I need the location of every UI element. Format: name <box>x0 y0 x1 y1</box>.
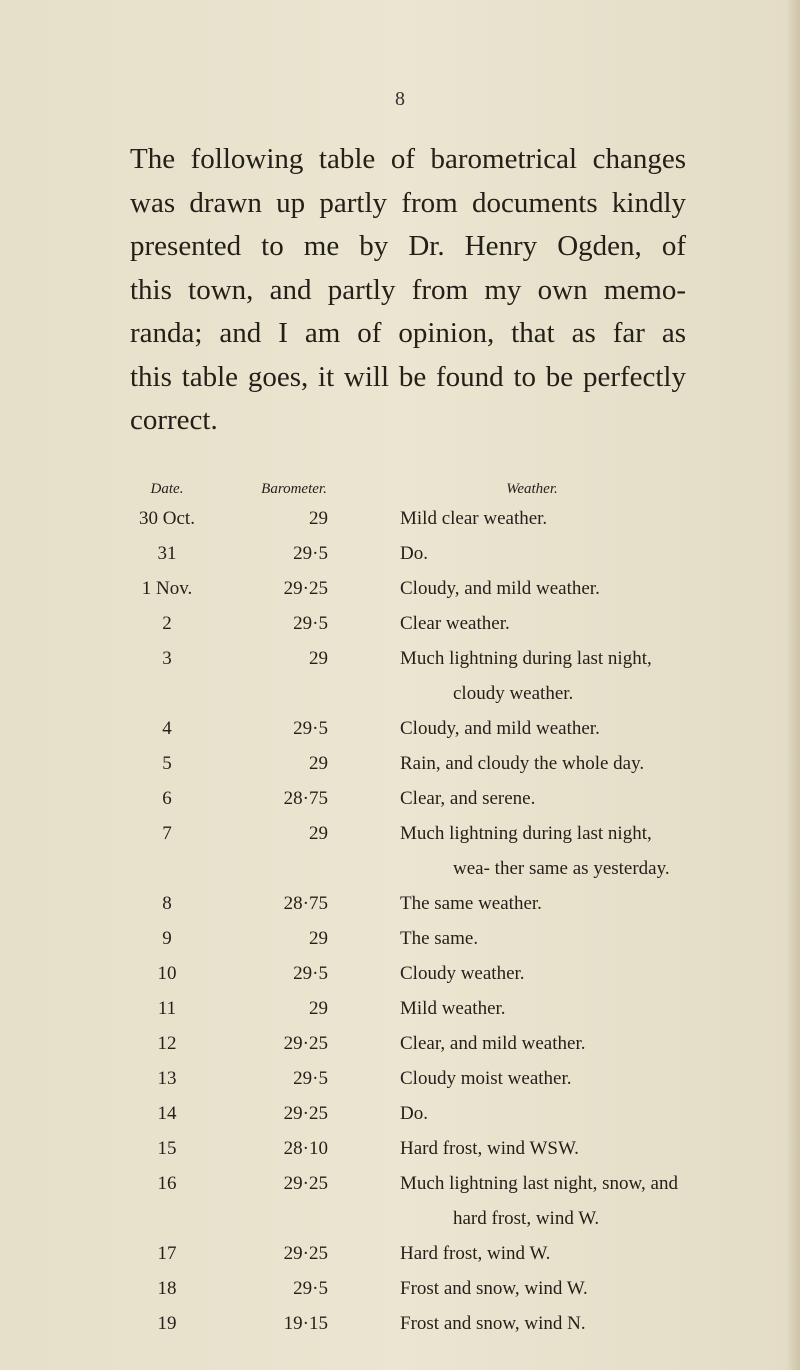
cell-weather: Do. <box>400 543 428 564</box>
cell-date: 9 <box>162 928 172 949</box>
cell-date: 16 <box>157 1173 177 1194</box>
cell-barometer: 28·10 <box>283 1138 328 1159</box>
cell-barometer: 29·5 <box>293 1068 328 1089</box>
cell-barometer: 29·25 <box>283 1103 328 1124</box>
header-barometer: Barometer. <box>261 481 327 497</box>
cell-weather: Hard frost, wind W. <box>400 1243 551 1264</box>
cell-barometer: 28·75 <box>283 893 328 914</box>
page-edge-shadow <box>786 0 800 1370</box>
cell-barometer: 29·5 <box>293 613 328 634</box>
table-row <box>128 1061 688 1096</box>
table-row <box>128 571 688 606</box>
cell-barometer: 29·25 <box>283 1243 328 1264</box>
barometer-table <box>128 478 688 1341</box>
cell-weather: Mild clear weather. <box>400 508 548 529</box>
cell-date: 14 <box>157 1103 177 1124</box>
cell-barometer: 29·5 <box>293 543 328 564</box>
cell-barometer: 29·5 <box>293 718 328 739</box>
cell-weather: Cloudy, and mild weather. <box>400 578 600 599</box>
cell-barometer: 29 <box>309 928 328 949</box>
intro-line: this table goes, it will be found to be perfectly <box>130 360 686 393</box>
cell-date: 31 <box>157 543 177 564</box>
cell-date: 5 <box>162 753 172 774</box>
cell-barometer: 29·25 <box>283 578 328 599</box>
cell-weather: Clear weather. <box>400 613 510 634</box>
table-row <box>128 781 688 816</box>
cell-date: 1 Nov. <box>141 578 193 599</box>
cell-barometer: 29 <box>309 648 328 669</box>
cell-date: 19 <box>157 1313 177 1334</box>
table-row <box>128 991 688 1026</box>
table-row <box>128 956 688 991</box>
cell-barometer: 29·5 <box>293 1278 328 1299</box>
table-row <box>128 1236 688 1271</box>
table-row <box>128 1026 688 1061</box>
cell-date: 30 Oct. <box>139 508 195 529</box>
table-row <box>128 711 688 746</box>
page-number: 8 <box>395 88 405 110</box>
header-weather: Weather. <box>506 481 558 497</box>
cell-weather: Hard frost, wind WSW. <box>400 1138 579 1159</box>
intro-paragraph <box>130 138 686 443</box>
header-date: Date. <box>150 481 184 497</box>
cell-barometer: 28·75 <box>283 788 328 809</box>
table-header-row <box>128 478 688 501</box>
table-row <box>128 1306 688 1341</box>
cell-barometer: 29 <box>309 823 328 844</box>
cell-weather: Frost and snow, wind N. <box>400 1313 586 1334</box>
cell-weather: Frost and snow, wind W. <box>400 1278 588 1299</box>
cell-date: 17 <box>157 1243 177 1264</box>
table-row <box>128 606 688 641</box>
table-row <box>128 921 688 956</box>
intro-line: was drawn up partly from documents kindly <box>130 186 686 219</box>
cell-weather: Clear, and serene. <box>400 788 536 809</box>
cell-barometer: 29 <box>309 998 328 1019</box>
cell-barometer: 29·25 <box>283 1033 328 1054</box>
cell-barometer: 29·25 <box>283 1173 328 1194</box>
table-row <box>128 746 688 781</box>
cell-date: 7 <box>162 823 172 844</box>
cell-weather: The same weather. <box>400 893 542 914</box>
cell-date: 3 <box>162 648 172 669</box>
cell-date: 13 <box>157 1068 177 1089</box>
cell-date: 12 <box>157 1033 177 1054</box>
cell-weather: Cloudy weather. <box>400 963 525 984</box>
table-row <box>128 1131 688 1166</box>
table-row <box>128 641 688 711</box>
cell-date: 4 <box>162 718 172 739</box>
cell-weather: The same. <box>400 928 479 949</box>
table-row <box>128 1166 688 1236</box>
cell-date: 11 <box>157 998 177 1019</box>
cell-barometer: 19·15 <box>283 1313 328 1334</box>
cell-weather: Mild weather. <box>400 998 506 1019</box>
cell-barometer: 29 <box>309 753 328 774</box>
intro-line: The following table of barometrical changes <box>130 143 686 175</box>
cell-date: 10 <box>157 963 177 984</box>
cell-date: 2 <box>162 613 172 634</box>
table-row <box>128 886 688 921</box>
intro-line: randa; and I am of opinion, that as far as <box>130 317 686 349</box>
intro-line: presented to me by Dr. Henry Ogden, of <box>130 230 686 262</box>
cell-date: 6 <box>162 788 172 809</box>
table-row <box>128 816 688 886</box>
cell-weather: Clear, and mild weather. <box>400 1033 586 1054</box>
table-row <box>128 536 688 571</box>
cell-barometer: 29·5 <box>293 963 328 984</box>
cell-weather: Do. <box>400 1103 428 1124</box>
cell-weather: Much lightning last night, snow, and hard frost, wind W. <box>400 1173 678 1229</box>
cell-date: 18 <box>157 1278 177 1299</box>
cell-date: 8 <box>162 893 172 914</box>
table-row <box>128 1096 688 1131</box>
cell-weather: Rain, and cloudy the whole day. <box>400 753 645 774</box>
cell-weather: Much lightning during last night, cloudy weather. <box>400 648 652 704</box>
cell-weather: Cloudy moist weather. <box>400 1068 572 1089</box>
intro-line: this town, and partly from my own memo- <box>130 273 686 306</box>
cell-barometer: 29 <box>309 508 328 529</box>
table-row <box>128 501 688 536</box>
cell-date: 15 <box>157 1138 177 1159</box>
table-row <box>128 1271 688 1306</box>
intro-line: correct. <box>130 404 218 436</box>
cell-weather: Cloudy, and mild weather. <box>400 718 600 739</box>
cell-weather: Much lightning during last night, wea- ther same as yesterday. <box>400 823 670 879</box>
